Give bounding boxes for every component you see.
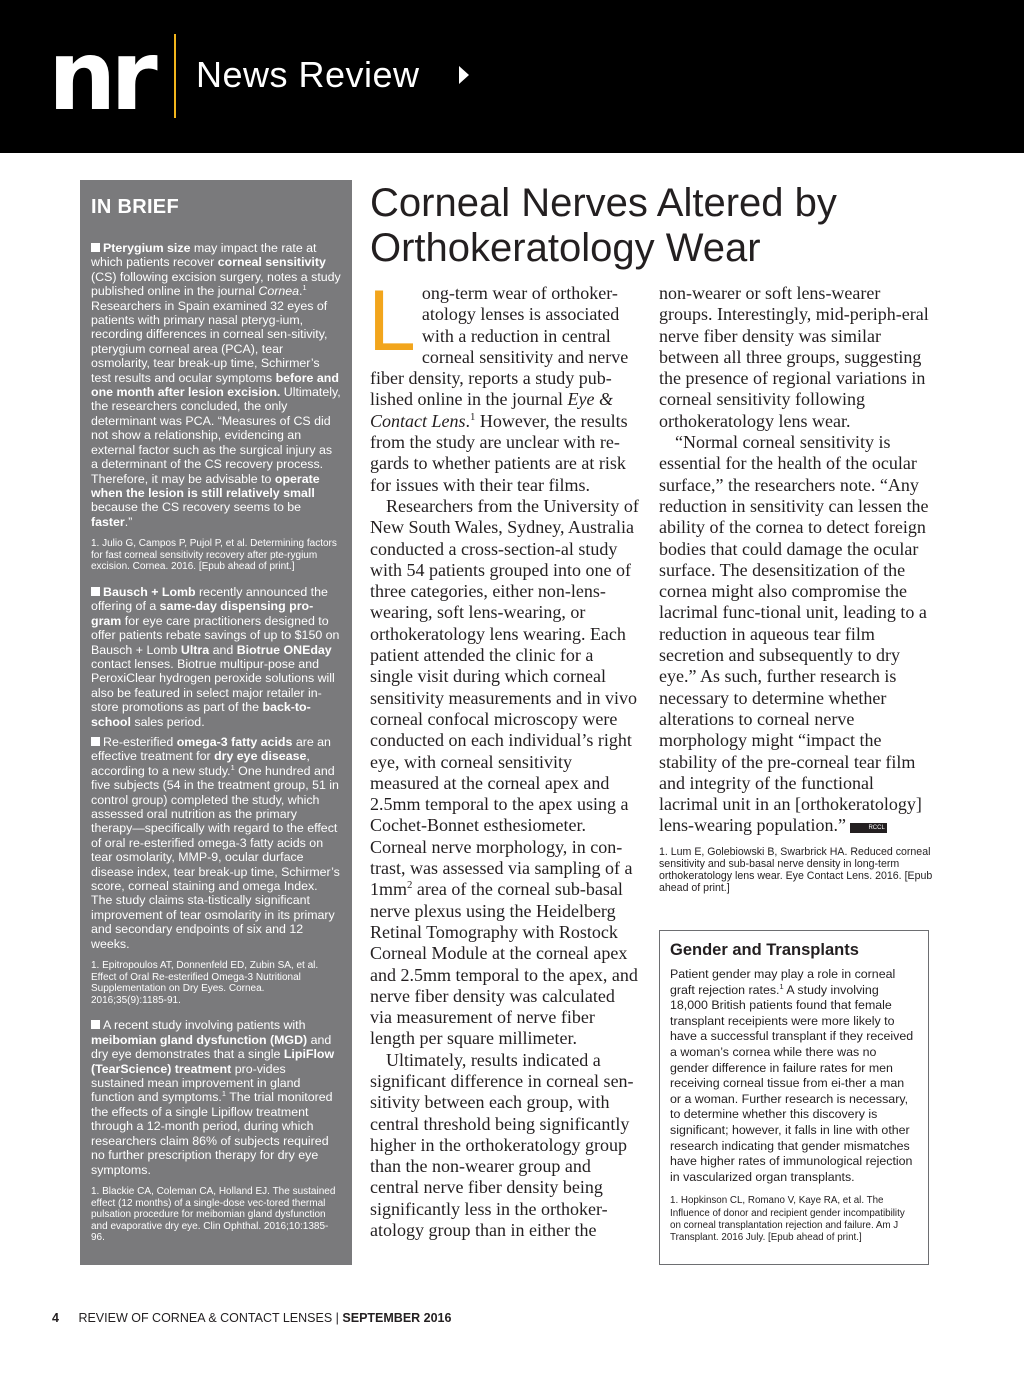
brief-item bbox=[91, 1018, 341, 1243]
brief-item bbox=[91, 241, 341, 573]
brief-text: Pterygium size may impact the rate at which patients recover corneal sensitivity (CS) following excision surgery, notes a study published online in the journal Cornea.$^1$ Researchers in Spain examined 32 eyes of patients with primary nasal pteryg-ium, recording differences in corneal sen-sitivity, pterygium corneal area (PCA), tear osmolarity, tear break-up time, Schirmer’s test results and ocular symptoms before and one month after lesion excision. Ultimately, the researchers concluded, the only determinant was PCA. “Measures of CS did not show a relationship, evidencing an external factor such as the surgical injury as a determinant of the CS recovery process. Therefore, it may be advisable to operate when the lesion is still relatively small because the CS recovery seems to be faster.” bbox=[91, 241, 341, 529]
brief-reference: 1. Epitropoulos AT, Donnenfeld ED, Zubin SA, et al. Effect of Oral Re-esterified Omega-3 Nutritional Supplementation on Dry Eyes. Cornea. 2016;35(9):1185-91. bbox=[91, 960, 319, 1006]
page-number: 4 bbox=[52, 1311, 59, 1325]
article-reference: 1. Lum E, Golebiowski B, Swarbrick HA. Reduced corneal sensitivity and sub-basal nerve density in long-term orthokeratology lens wear. Eye Contact Lens. 2016. [Epub ahead of print.] bbox=[659, 845, 933, 894]
article-column-2-body: non-wearer or soft lens-wearer groups. Interestingly, mid-periph-eral nerve fiber density was similar between all three groups, suggesting the presence of regional variations in corneal sensitivity following orthokeratology lens wear. “Normal corneal sensitivity is essential for the health of the ocular surface,” the researchers note. “Any reduction in sensitivity can lessen the ability of the cornea to detect foreign bodies that could damage the ocular surface. The desensitization of the cornea might also compromise the lacrimal func-tional unit, leading to a reduction in aqueous tear film secretion and subsequently to dry eye.” As such, further research is necessary to determine whether alterations to corneal nerve morphology might “impact the stability of the pre-corneal tear film and integrity of the functional lacrimal unit in an [orthokeratology] lens-wearing population.” RCCL bbox=[659, 283, 929, 836]
brief-reference: 1. Julio G, Campos P, Pujol P, et al. Determining factors for fast corneal sensitivity recovery after pte-rygium excision. Cornea. 2016. [Epub ahead of print.] bbox=[91, 538, 337, 573]
article-column-1: Long-term wear of orthoker-atology lenses is associated with a reduction in central corneal sensitivity and nerve fiber density, reports a study pub-lished online in the journal Eye & Contact Lens.$^1$ However, the results from the study are unclear with re-gards to whether patients are at risk for issues with their tear films. Researchers from the University of New South Wales, Sydney, Australia conducted a cross-section-al study with 54 patients grouped into one of three categories, either non-lens-wearing, soft lens-wearing, or orthokeratology lens wearing. Each patient attended the clinic for a single visit during which corneal sensitivity measurements and in vivo corneal confocal microscopy were conducted on each individual’s right eye, with corneal sensitivity measured at the corneal apex and 2.5mm temporal to the apex using a Cochet-Bonnet esthesiometer. Corneal nerve morphology, in con-trast, was assessed via sampling of a $1mm^2$ area of the corneal sub-basal nerve plexus using the Heidelberg Retinal Tomography with Rostock Corneal Module at the corneal apex and 2.5mm temporal to the apex, and nerve fiber density was calculated via measurement of nerve fiber length per square millimeter. Ultimately, results indicated a significant difference in corneal sen-sitivity between each group, with central threshold being significantly higher in the orthokeratology group than the non-wearer group and central nerve fiber density being significantly less in the orthoker-atology group than in either the bbox=[368, 273, 639, 1241]
sidebar-items bbox=[91, 241, 341, 1244]
publication-name: REVIEW OF CORNEA & CONTACT LENSES | bbox=[78, 1311, 339, 1325]
box-reference: 1. Hopkinson CL, Romano V, Kaye RA, et al. The Influence of donor and recipient gender incompatibility on corneal transplantation rejection and failure. Am J Transplant. 2016 July. [Epub ahead of print.] bbox=[670, 1195, 905, 1243]
brief-text: Re-esterified omega-3 fatty acids are an effective treatment for dry eye disease, according to a new study.$^1$ One hundred and five subjects (54 in the treatment group, 51 in control group) completed the study, which assessed oral nutrition as the primary therapy—specifically with regard to the effect of oral re-esterified omega-3 fatty acids on tear osmolarity, MMP-9, ocular durface disease index, tear break-up time, Schirmer’s score, corneal staining and omega Index. The study claims sta-tistically significant improvement of tear osmolarity in its primary and secondary endpoints of six and 12 weeks. bbox=[91, 734, 340, 951]
article-column-2 bbox=[659, 283, 934, 894]
dropcap: L bbox=[368, 273, 416, 369]
box-heading: Gender and Transplants bbox=[670, 941, 859, 959]
rccl-badge-icon: RCCL bbox=[850, 823, 886, 833]
box-text: Patient gender may play a role in corneal graft rejection rates.$^1$ A study involving 18,000 British patients found that female transplant receipients were more likely to have a successful transplant if they received a woman’s cornea while there was no gender difference in failure rates for men receiving corneal tissue from ei-ther a man or a woman. Further research is necessary, to determine whether this discovery is significant; however, it falls in line with other research indicating that gender mismatches have higher rates of immunological rejection in vascularized organ transplants. bbox=[670, 967, 914, 1184]
logo-divider bbox=[174, 34, 176, 118]
header-banner bbox=[0, 0, 1024, 153]
brief-text: Bausch + Lomb recently announced the offering of a same-day dispensing pro-gram for eye care practitioners designed to offer patients rebate savings of up to $150 on Bausch + Lomb Ultra and Biotrue ONEday contact lenses. Biotrue multipur-pose and PeroxiClear hydrogen peroxide solutions will also be featured in select major retailer in-store promotions as part of the back-to-school sales period. bbox=[91, 584, 340, 729]
brief-reference: 1. Blackie CA, Coleman CA, Holland EJ. The sustained effect (12 months) of a single-dose vec-tored thermal pulsation procedure for meibomian gland dysfunction and evaporative dry eye. Clin Ophthal. 2016;10:1385-96. bbox=[91, 1185, 336, 1244]
issue-date: SEPTEMBER 2016 bbox=[342, 1311, 452, 1325]
brief-item bbox=[91, 585, 341, 729]
nr-logo: nr bbox=[48, 20, 152, 132]
page-footer bbox=[52, 1311, 451, 1325]
section-title: News Review bbox=[196, 54, 420, 95]
in-brief-sidebar bbox=[80, 180, 352, 1265]
arrow-right-icon bbox=[459, 66, 469, 84]
brief-item bbox=[91, 735, 341, 1006]
sidebar-heading: IN BRIEF bbox=[91, 196, 179, 218]
brief-text: A recent study involving patients with meibomian gland dysfunction (MGD) and dry eye demonstrates that a single LipiFlow (TearScience) treatment pro-vides sustained mean improvement in gland function and symptoms.$^1$ The trial monitored the effects of a single Lipiflow treatment through a 12-month period, during which researchers claim 86% of subjects required no further prescription therapy for dry eye symptoms. bbox=[91, 1018, 335, 1177]
article-title: Corneal Nerves Altered by Orthokeratology Wear bbox=[370, 181, 837, 270]
gender-transplants-box bbox=[659, 930, 929, 1265]
